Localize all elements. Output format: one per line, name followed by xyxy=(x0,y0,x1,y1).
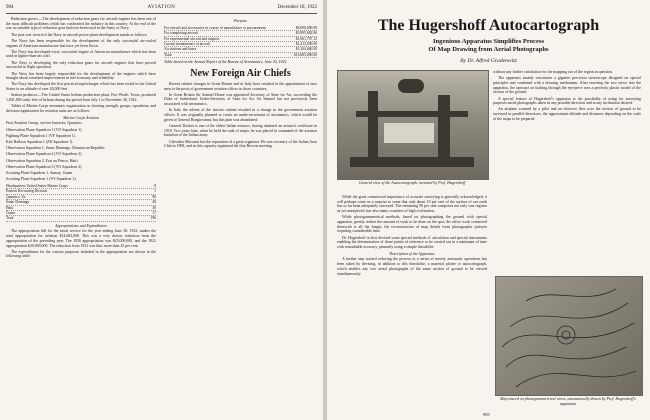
unit-line: Observation Squadron 1, Santo Domingo, Dominican Republic. xyxy=(6,146,106,151)
article-title: The Hugershoff Autocartograph xyxy=(377,17,600,34)
unit-line: Observation Squadron 2, Fort au Prince, Haiti. xyxy=(6,158,79,163)
running-header xyxy=(6,4,317,12)
section-heading: Appropriations and Expenditures xyxy=(55,223,107,228)
purpose-table xyxy=(164,26,317,58)
paragraph: A further step toward reducing the process to a series of merely automatic operations has been taken by devising, in addition to this theodolite, a material plotter or autocartograph, which enables any two aerial photographs of the same section of ground to be viewed simultaneously. xyxy=(337,257,487,276)
table-row: Haiti 30 xyxy=(6,205,156,210)
paragraph: The Navy has been responsible for the development of the only successful air-cooled engines of American manufacture that have yet been flown. xyxy=(6,38,156,48)
table-row: Air stations and bases $1,204,660.00 xyxy=(164,47,317,52)
map-contours xyxy=(496,277,642,395)
table-note: Table based on the Annual Report of the Bureau of Aeronautics, June 30, 1922. xyxy=(164,60,288,65)
map-caption: Map traced on photogrammetrical views, automatically drawn by Prof. Hugershoff's apparatus xyxy=(500,396,636,406)
photo-caption: General view of the Autocartograph, invented by Prof. Hugershoff xyxy=(358,180,466,185)
right-page xyxy=(327,0,650,420)
right-column-1 xyxy=(337,195,487,414)
section-heading: Description of the Apparatus xyxy=(389,251,435,256)
paragraph: The Navy has developed every successful engine of American manufacture which has been used in lighter-than-air craft. xyxy=(6,49,156,59)
table-row: For experimental aircraft and engines $1,061,797.12 xyxy=(164,36,317,41)
page-number: 904 xyxy=(6,5,14,10)
paragraph: Recent cabinet changes in Great Britain and in Italy have resulted in the appointment of new men to the posts of government aviation officer in those countries. xyxy=(164,81,317,91)
paragraph: Tables of Marine Corps aeronautic organization as showing strength, groups, squadrons, and division organization for aviation units are as follows: xyxy=(6,104,156,113)
table-row: For aircraft and accessories in course of manufacture or procurement $6,000,000.00 xyxy=(164,25,317,30)
left-column-1 xyxy=(6,17,156,413)
header-rule xyxy=(6,13,317,14)
paragraph: Chevalier Mercanti has the reputation of a great organizer. He was secretary of the Italian Aero Club in 1908, and in this capacity organized the first Brescia meeting. xyxy=(164,139,317,149)
table-row: For completing aircraft $3,895,682.86 xyxy=(164,31,317,36)
paragraph: General Douhet is one of the oldest Italian aviators, having obtained an aviator's certificate in 1910. Two years later, when he held the rank of major, he was placed in command of the aviation battalion of the Italian army. xyxy=(164,123,317,138)
paragraph: An airplane scanned by a pilot and an observer flies over the section of ground to be surveyed in parallel directions, the approximate altitude and distances depending on the scale of the maps to be prepared. xyxy=(493,107,641,121)
paragraph: The apparatus mainly constitutes a gigantic precision stereoscope designed on special principles and combined with a drawing mechanism. After inserting the two views into the apparatus, the operator on looking through the eye-piece sees a perfectly plastic model of the section of the ground. xyxy=(493,76,641,95)
unit-line: Scouting Plane Squadron 1 (VS Squadron 1). xyxy=(6,177,77,182)
paragraph: The expenditures for the various purposes included in the appropriation are shown in the following table: xyxy=(6,249,156,259)
journal-name: AVIATION xyxy=(147,5,176,10)
table-row: Quantico, Va. 96 xyxy=(6,194,156,199)
page-number: 905 xyxy=(483,412,490,417)
table-row: Headquarters United States Marine Corps 8 xyxy=(6,183,156,188)
article-title: New Foreign Air Chiefs xyxy=(190,67,291,79)
section-heading: Marine Corps Aviation xyxy=(63,115,99,120)
byline: By Dr. Alfred Gradenwitz xyxy=(460,58,517,64)
autocartograph-photo xyxy=(337,70,489,180)
paragraph: Station producer.—The United States helium production plant, Fort Worth, Texas, produced 1,841,000 cubic feet of helium during the period from July 1 to November 30, 1922. xyxy=(6,93,156,103)
paragraph: The Navy is developing the only reduction gears for aircraft engines that have proved successful in flight operation. xyxy=(6,60,156,70)
table-row: Total 196 xyxy=(6,216,156,221)
right-column-2 xyxy=(493,70,641,270)
table-row: Santo Domingo 28 xyxy=(6,200,156,205)
table-row: Eastern Recruiting Division 1 xyxy=(6,189,156,194)
subtitle-line: Of Map Drawing from Aerial Photographs xyxy=(428,46,549,54)
table-row: Current maintenance of aircraft $1,413,690.00 xyxy=(164,41,317,46)
paragraph: without any further calculation for the mapping out of the region in question. xyxy=(493,70,613,74)
issue-date: December 18, 1922 xyxy=(277,5,317,10)
paragraph: Dr. Hugershoff at first devised some special methods of calculation and special instruments enabling the determination of those points of reference to be carried out in a minimum of time with remarkable accuracy, primarily using a simple theodolite. xyxy=(337,235,487,250)
unit-line: First Aviation Group, service barracks, Quantico. xyxy=(6,121,83,126)
unit-line: Scouting Plane Squadron 1, Sumay, Guam. xyxy=(6,170,74,175)
unit-line: Observation Plane Squadron 2 (VO Squadron 2). xyxy=(6,152,83,157)
article-subtitle xyxy=(343,38,634,55)
paragraph: The Navy has developed the first practical supercharger which has been tested in the United States to an altitude of over 20,000 feet. xyxy=(6,82,156,92)
paragraph: The appropriation bill for the naval service for the year ending June 30, 1923, makes the total appropriation for aviation $14,683,000. This was a very drastic reduction from the appropriation of the preceding year. The 1920 appropriation was $25,000,000, and the 1921 appropriation $20,000,000. The reduction from 1921 was thus more than 25 per cent. xyxy=(6,229,156,248)
subtitle-line: Ingenious Apparatus Simplifies Process xyxy=(432,38,545,45)
personnel-table xyxy=(6,184,156,222)
paragraph: In Italy the advent of the fascisti cabinet resulted in a change in the government aviation offices. It was originally planned to create an under-secretariat of aeronautics, which would be given to General Bongiovanni, but this plan was abandoned. xyxy=(164,108,317,122)
unit-line: Observation Plane Squadron 3 (VO Squadron 3). xyxy=(6,164,83,169)
table-row: Total $14,683,000.00 xyxy=(164,52,317,57)
paragraph: The post-war record of the Navy in aircraft power-plant development stands as follows: xyxy=(11,32,148,37)
paragraph: A special feature of Hugershoff's apparatus is the possibility of using for surveying purposes aerial photographs taken in any possible direction and at any inclination desired. xyxy=(493,96,641,106)
paragraph: Reduction grows.—The development of reduction gears for aircraft engines has been one of the most difficult problems which has confronted the industry in this country. At the end of the war no suitable type of reduction gear had ever been used in the Army or Navy. xyxy=(6,17,156,31)
left-page xyxy=(0,0,323,420)
left-column-2 xyxy=(164,17,317,413)
paragraph: In Great Britain Sir Samuel Hoare was appointed Secretary of State for Air, succeeding the Duke of Sutherland, Under-Secretary of State for Air. Sir Samuel has not previously been associated with aeronautics. xyxy=(164,92,317,107)
section-heading: Purpose xyxy=(234,19,247,23)
unit-line: Observation Plane Squadron 1 (VO Squadron 1). xyxy=(6,127,83,132)
paragraph: While the great commercial importance of accurate surveying is generally acknowledged, it will perhaps come as a surprise to some that only about 10 per cent of the surface of our earth has so far been adequately surveyed. The remaining 90 per cent comprises not only vast regions as yet unexplored, but also many countries of high civilization. xyxy=(337,195,487,214)
paragraph: The Navy has been largely responsible for the development of the engines which have brought about a marked improvement in fuel economy and reliability. xyxy=(6,71,156,81)
map-photo xyxy=(495,276,643,396)
paragraph: While photogrammetrical methods, based on photographing the ground with special apparatus, greatly reduce the amount of work to be done on the spot, the office work connected therewith is all the longer, the reconstruction of map details from photographic pictures requiring considerable time. xyxy=(337,215,487,234)
unit-line: Kite Balloon Squadron 1 (ZK Squadron 1). xyxy=(6,139,74,144)
table-row: Guam 17 xyxy=(6,210,156,215)
unit-line: Fighting Plane Squadron 1 (VF Squadron 1). xyxy=(6,133,76,138)
